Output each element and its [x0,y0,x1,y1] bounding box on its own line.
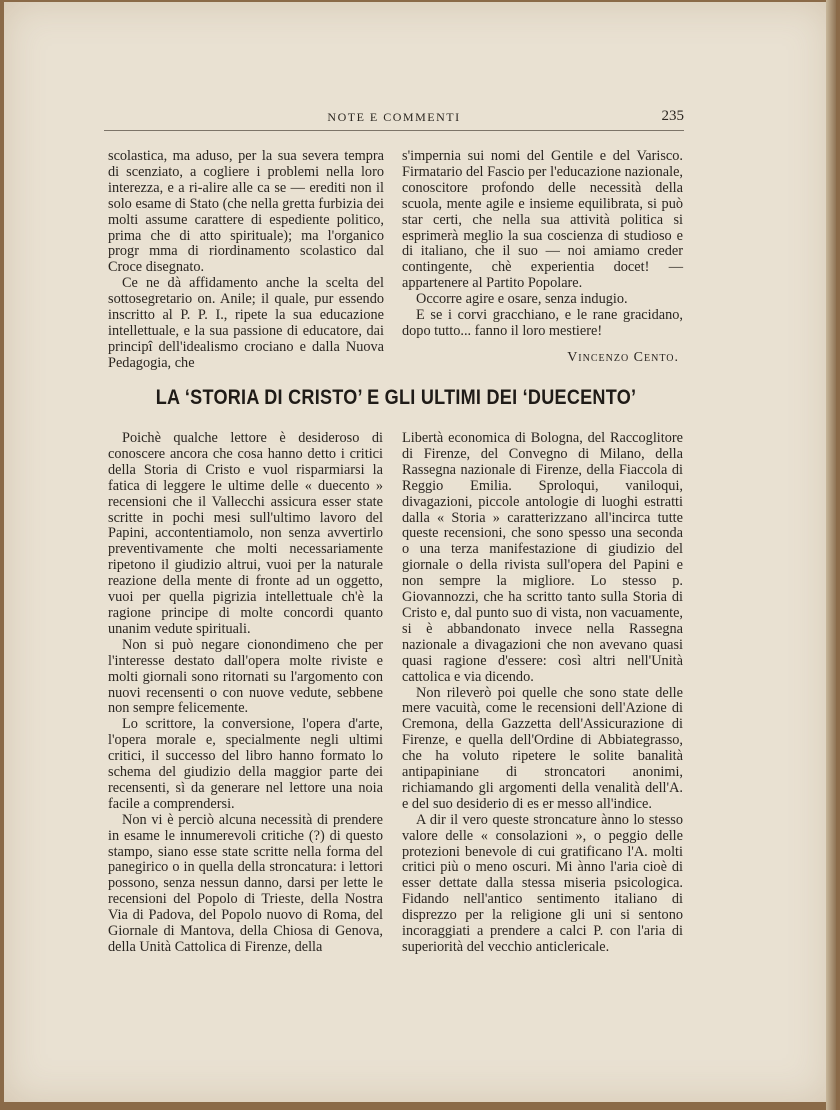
paragraph: Lo scrittore, la conversione, l'opera d'arte, l'opera morale e, specialmente negli ultimi critici, il successo del libro hanno formato lo schema del giudizio della maggior parte dei recensenti, sì da generare nel lettore una noia facile a comprendersi. [108,716,383,812]
book-page [4,2,830,1102]
running-head [104,106,684,131]
top-column-left [108,149,384,372]
paragraph: Poichè qualche lettore è desideroso di conoscere ancora che cosa hanno detto i critici della Storia di Cristo e vuol risparmiarsi la fatica di leggere le ultime delle « duecento » recensioni che il Vallecchi assicura esser state scritte in pochi mesi sull'ultimo lavoro del Papini, accontentiamolo, non senza avvertirlo preventivamente che molti necessariamente ripetono il giudizio altrui, vuoi per la naturale reazione della mente di fronte ad un oggetto, vuoi per quella pigrizia intellettuale ch'è la ragione principe di molte concordi quanto unanim vedute spirituali. [108,430,383,637]
page-edge [826,0,836,1110]
paragraph: Non si può negare cionondimeno che per l'interesse destato dall'opera molte riviste e molti giornali sono ritornati su l'argomento con nuovi recensenti o con nuove vedute, sebbene non sempre felicemente. [108,636,383,717]
paragraph: Non vi è perciò alcuna necessità di prendere in esame le innumerevoli critiche (?) di questo stampo, siano esse state scritte nella forma del panegirico o in quella della stroncatura: i lettori possono, senza nessun danno, darsi per lette le recensioni del Popolo di Trieste, della Nostra Via di Padova, del Popolo nuovo di Roma, del Giornale di Mantova, della Chiosa di Genova, della Unità Cattolica di Firenze, della [108,811,383,955]
paragraph: A dir il vero queste stroncature ànno lo stesso valore delle « consolazioni », o peggio delle protezioni benevole di cui gratificano l'A. molti critici più o meno oscuri. Mi ànno l'aria cioè di esser dettate dalla stessa miseria psicologica. Fidando nell'antico sentimento italiano di disprezzo per la religione gli uni si sentono incoraggiati a prendere a calci P. con l'aria di superiorità del vecchio anticlericale. [402,811,683,955]
page-number: 235 [661,108,684,124]
running-title: NOTE E COMMENTI [327,110,461,124]
top-column-right [402,149,683,366]
article-title: LA ‘STORIA DI CRISTO’ E GLI ULTIMI DEI ‘DUECENTO’ [155,386,637,409]
paragraph: E se i corvi gracchiano, e le rane gracidano, dopo tutto... fanno il loro mestiere! [402,307,683,339]
article-column-right [402,431,683,956]
paragraph: s'impernia sui nomi del Gentile e del Varisco. Firmatario del Fascio per l'educazione nazionale, conoscitore profondo delle necessità della scuola, mente agile e insieme equilibrata, si può star certi, che nella sua attività politica si esprimerà meglio la sua coscienza di studioso e di italiano, che il suo — noi amiamo creder contingente, chè experientia docet! — appartenere al Partito Popolare. [402,148,683,292]
author-signature: Vincenzo Cento. [567,349,679,365]
paragraph: Occorre agire e osare, senza indugio. [416,291,628,308]
paragraph: Non rileverò poi quelle che sono state delle mere vacuità, come le recensioni dell'Azione di Cremona, della Gazzetta dell'Assicurazione di Firenze, e quella dell'Ordine di Abbiategrasso, che ha voluto ripetere le solite banalità antipapiniane di stroncatori anonimi, richiamando gli argomenti della venalità dell'A. e del suo desiderio di es er messo all'indice. [402,684,683,812]
paragraph: Ce ne dà affidamento anche la scelta del sottosegretario on. Anile; il quale, pur essendo inscritto al P. P. I., ripete la sua educazione intellettuale, e la sua passione di educatore, dai principî dell'idealismo crociano e dalla Nuova Pedagogia, che [108,275,384,371]
paragraph: scolastica, ma aduso, per la sua severa tempra di scenziato, a cogliere i problemi nella loro interezza, e a ri-alire alle ca se — erediti non il solo esame di Stato (che nella gretta furbizia dei molti assume carattere di espediente politico, prima che di atto spirituale); ma l'organico progr mma di riordinamento scolastico dal Croce disegnato. [108,148,384,276]
paragraph: Libertà economica di Bologna, del Raccoglitore di Firenze, del Convegno di Milano, della Rassegna nazionale di Firenze, della Fiaccola di Reggio Emilia. Sproloqui, vaniloqui, divagazioni, piccole antologie di luoghi estratti dalla « Storia » caratterizzano all'incirca tutte queste recensioni, che sono spesso una seconda o una terza manifestazione di giudizio del giornale o della rivista sull'opera del Papini e non sempre la migliore. Lo stesso p. Giovannozzi, che ha scritto tanto sulla Storia di Cristo e, dal punto suo di vista, non vacuamente, si è abbandonato invece nella Rassegna nazionale a divagazioni che non avevano quasi quasi ragione d'essere: così altri nell'Unità cattolica e via dicendo. [402,430,683,685]
article-column-left [108,431,383,956]
